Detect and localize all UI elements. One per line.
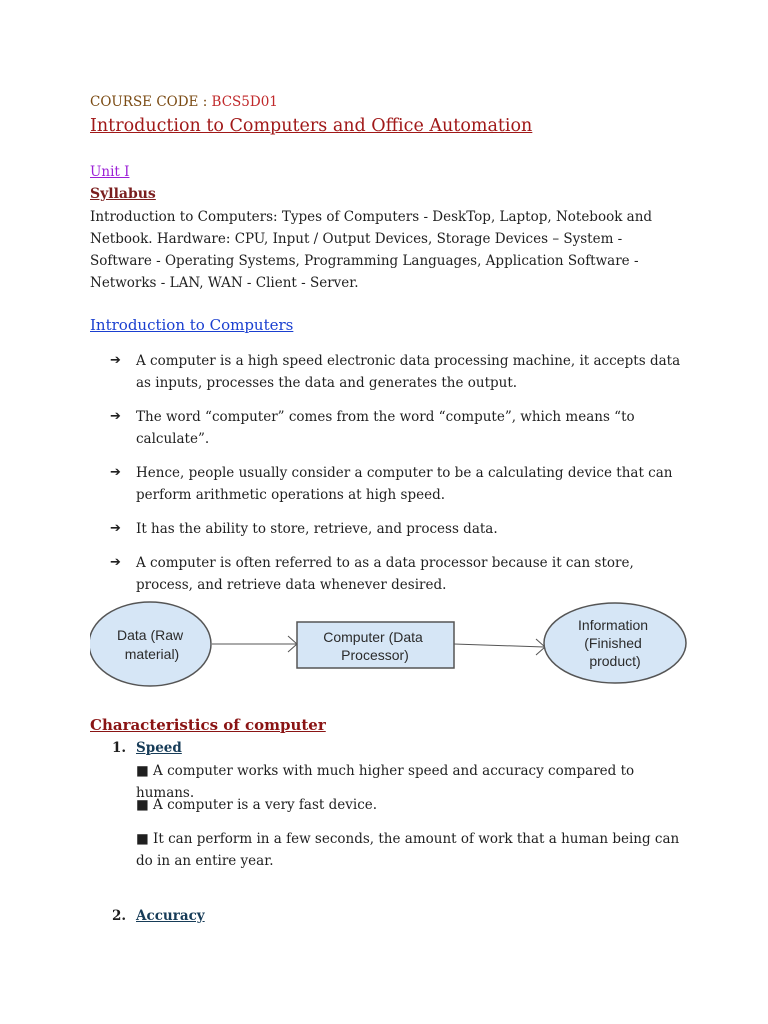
bullet-text: Hence, people usually consider a computer to be a calculating device that can perform arithmetic operations at high speed.: [136, 465, 673, 503]
bullet-text: It has the ability to store, retrieve, and process data.: [136, 521, 498, 537]
speed-point: ■ A computer works with much higher speed and accuracy compared to humans.: [136, 763, 635, 801]
syllabus-text: Introduction to Computers: Types of Computers - DeskTop, Laptop, Notebook and Netbook. Hardware: CPU, Input / Output Devices, Storage Devices – System - Software - Operating Systems, Programming Languages, Application Software - Networks - LAN, WAN - Client - Server.: [90, 209, 653, 291]
input-label: Data (Raw material): [116, 627, 184, 662]
item-number: 2.: [112, 908, 127, 924]
bullet-text: A computer is a high speed electronic data processing machine, it accepts data as inputs, processes the data and generates the output.: [136, 353, 681, 391]
speed-point: ■ A computer is a very fast device.: [136, 797, 378, 813]
arrow-bullet-icon: ➔: [110, 353, 121, 368]
syllabus-heading: Syllabus: [90, 186, 156, 202]
bullet-text: A computer is often referred to as a data processor because it can store, process, and retrieve data whenever desired.: [136, 555, 634, 593]
list-item: [110, 462, 690, 506]
input-ellipse: [90, 602, 211, 686]
item-label: Speed: [136, 740, 182, 756]
list-item: [112, 740, 182, 756]
item-number: 1.: [112, 740, 127, 756]
arrow-bullet-icon: ➔: [110, 555, 121, 570]
bullet-text: The word “computer” comes from the word “compute”, which means “to calculate”.: [136, 409, 635, 447]
arrow-bullet-icon: ➔: [110, 409, 121, 424]
list-item: [112, 908, 205, 924]
unit-link[interactable]: Unit I: [90, 164, 130, 180]
list-item: [110, 518, 690, 540]
process-label: Computer (Data Processor): [323, 629, 423, 663]
item-label: Accuracy: [136, 908, 205, 924]
document-title: Introduction to Computers and Office Automation: [90, 116, 533, 136]
course-code: [90, 94, 278, 110]
intro-bullet-list: [110, 350, 690, 608]
arrow-bullet-icon: ➔: [110, 521, 121, 536]
diagram-svg: [90, 590, 690, 700]
characteristics-heading: Characteristics of computer: [90, 716, 326, 734]
course-code-value: BCS5D01: [211, 94, 278, 110]
list-item: [110, 350, 690, 394]
output-label: Information (Finished product): [578, 617, 649, 669]
intro-heading: Introduction to Computers: [90, 316, 294, 334]
arrow-bullet-icon: ➔: [110, 465, 121, 480]
list-item: [110, 406, 690, 450]
data-processing-diagram: [90, 590, 690, 700]
arrow-line-2: [454, 644, 544, 647]
speed-point: ■ It can perform in a few seconds, the amount of work that a human being can do in an entire year.: [136, 831, 680, 869]
course-code-label: COURSE CODE :: [90, 94, 212, 110]
